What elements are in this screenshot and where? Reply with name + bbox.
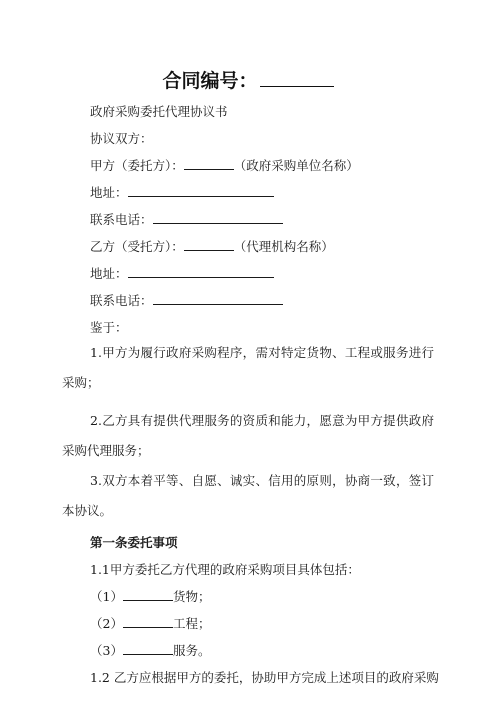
party-b-line bbox=[90, 238, 434, 256]
clause-1-1: 1.1甲方委托乙方代理的政府采购项目具体包括： bbox=[90, 562, 360, 577]
item-works-suffix: 工程； bbox=[172, 616, 211, 631]
party-a-name-blank bbox=[184, 157, 234, 170]
item-services-prefix: （3） bbox=[90, 643, 123, 658]
party-a-phone-blank bbox=[153, 211, 283, 224]
clause-1-2: 1.2 乙方应根据甲方的委托，协助甲方完成上述项目的政府采购 bbox=[90, 670, 439, 685]
contract-number-blank bbox=[260, 66, 334, 87]
item-works-blank bbox=[123, 615, 173, 628]
party-a-address-label: 地址： bbox=[90, 185, 128, 200]
recital-1: 1.甲方为履行政府采购程序，需对特定货物、工程或服务进行采购； bbox=[62, 345, 434, 390]
party-b-address-label: 地址： bbox=[90, 266, 128, 281]
item-services-suffix: 服务。 bbox=[172, 643, 211, 658]
item-services bbox=[90, 642, 434, 660]
party-b-note: （代理机构名称） bbox=[233, 239, 334, 254]
article-1-heading: 第一条委托事项 bbox=[90, 535, 178, 550]
item-goods-suffix: 货物； bbox=[172, 589, 211, 604]
party-a-address-line bbox=[90, 184, 434, 202]
item-services-blank bbox=[123, 642, 173, 655]
item-goods bbox=[90, 588, 434, 606]
party-a-phone-label: 联系电话： bbox=[90, 212, 153, 227]
party-b-phone-label: 联系电话： bbox=[90, 293, 153, 308]
party-a-line bbox=[90, 157, 434, 175]
item-goods-prefix: （1） bbox=[90, 589, 123, 604]
item-works bbox=[90, 615, 434, 633]
party-a-label: 甲方（委托方）： bbox=[90, 158, 184, 173]
party-a-phone-line bbox=[90, 211, 434, 229]
party-b-phone-blank bbox=[153, 292, 283, 305]
recital-2: 2.乙方具有提供代理服务的资质和能力，愿意为甲方提供政府采购代理服务； bbox=[62, 413, 434, 458]
party-b-phone-line bbox=[90, 292, 434, 310]
party-a-note: （政府采购单位名称） bbox=[233, 158, 359, 173]
item-works-prefix: （2） bbox=[90, 616, 123, 631]
party-b-name-blank bbox=[184, 238, 234, 251]
item-goods-blank bbox=[123, 588, 173, 601]
parties-label: 协议双方： bbox=[90, 131, 153, 146]
party-b-address-line bbox=[90, 265, 434, 283]
document-title: 政府采购委托代理协议书 bbox=[90, 104, 228, 119]
party-a-address-blank bbox=[128, 184, 274, 197]
recital-3: 3.双方本着平等、自愿、诚实、信用的原则，协商一致，签订本协议。 bbox=[62, 473, 434, 518]
party-b-address-blank bbox=[128, 265, 274, 278]
contract-number-title bbox=[0, 66, 496, 94]
contract-number-label: 合同编号： bbox=[162, 70, 258, 92]
party-b-label: 乙方（受托方）： bbox=[90, 239, 184, 254]
whereas-label: 鉴于： bbox=[90, 320, 128, 335]
